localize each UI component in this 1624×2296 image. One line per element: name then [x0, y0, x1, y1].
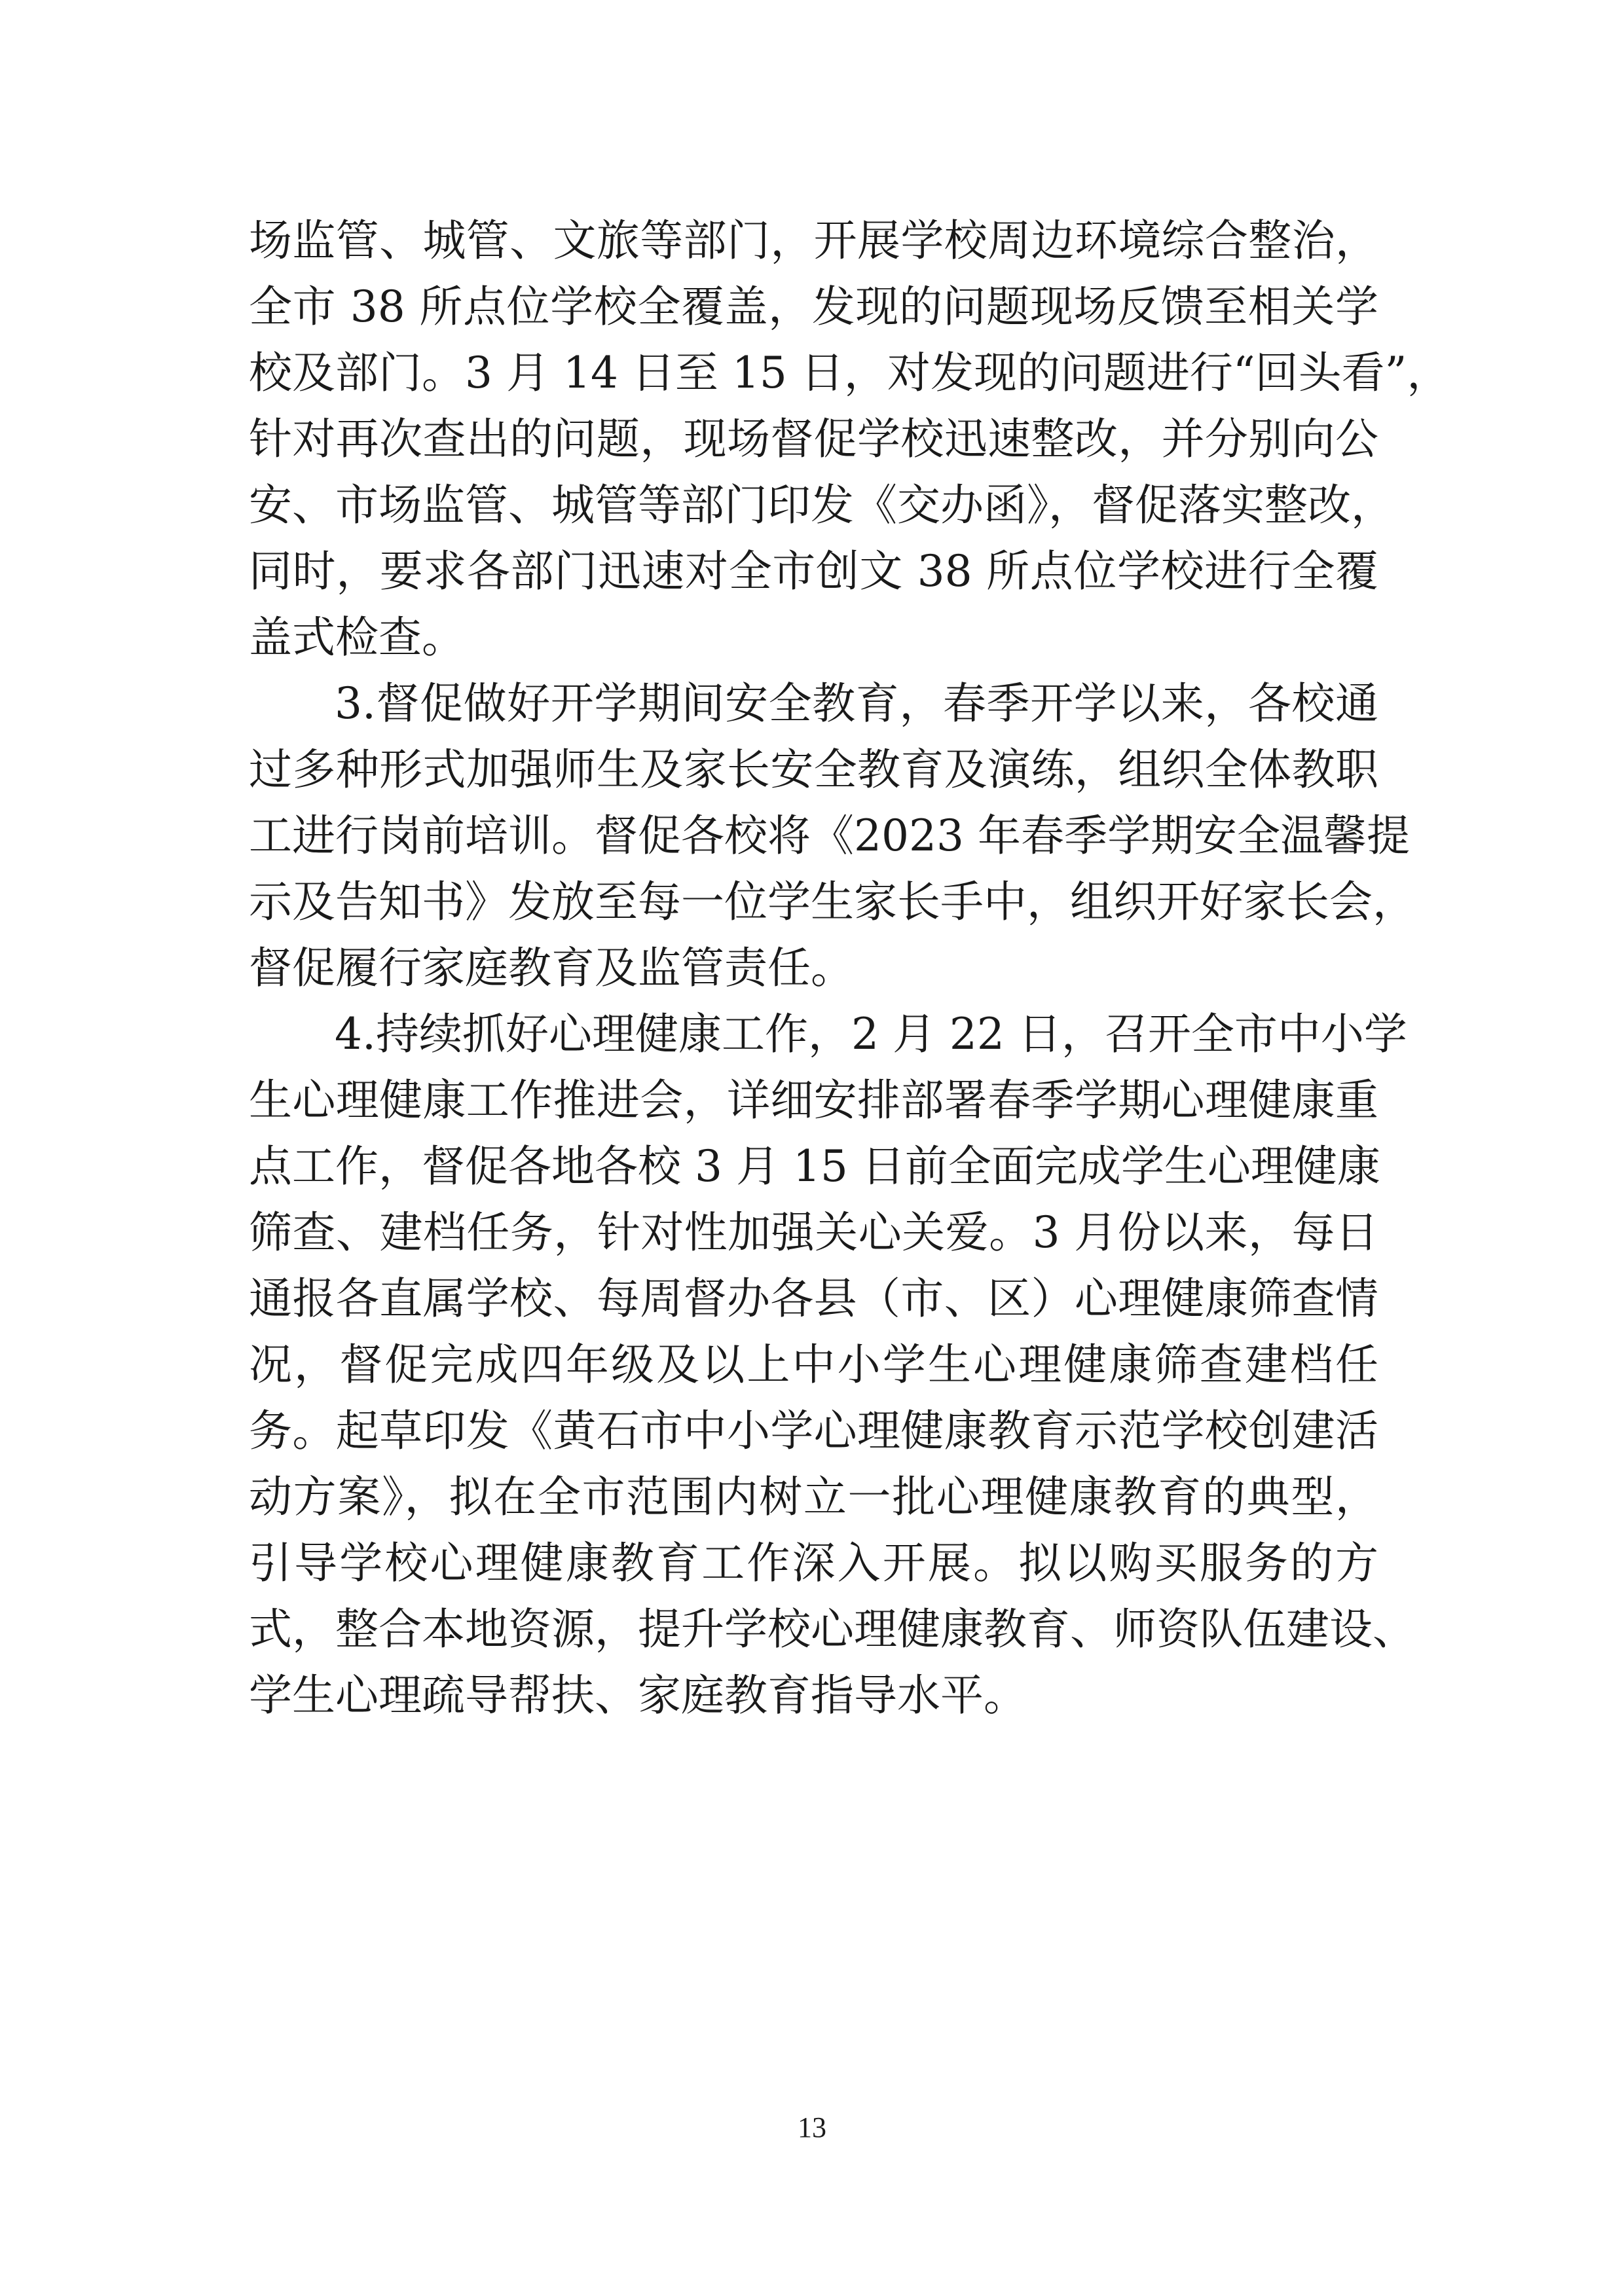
text-line: 引导学校心理健康教育工作深入开展。拟以购买服务的方 — [249, 1538, 1378, 1588]
text-line: 生心理健康工作推进会，详细安排部署春季学期心理健康重 — [249, 1075, 1378, 1125]
text-line: 工进行岗前培训。督促各校将《2023 年春季学期安全温馨提 — [249, 811, 1410, 861]
text-line: 3.督促做好开学期间安全教育，春季开学以来，各校通 — [335, 678, 1378, 729]
text-line: 示及告知书》发放至每一位学生家长手中，组织开好家长会， — [249, 877, 1416, 927]
text-line: 筛查、建档任务，针对性加强关心关爱。3 月份以来，每日 — [249, 1207, 1378, 1258]
page-number: 13 — [798, 2111, 826, 2143]
text-line: 动方案》，拟在全市范围内树立一批心理健康教育的典型， — [249, 1472, 1378, 1522]
text-line: 点工作，督促各地各校 3 月 15 日前全面完成学生心理健康 — [249, 1141, 1380, 1192]
text-line: 学生心理疏导帮扶、家庭教育指导水平。 — [249, 1670, 1027, 1721]
text-line: 督促履行家庭教育及监管责任。 — [249, 943, 854, 993]
text-line: 全市 38 所点位学校全覆盖，发现的问题现场反馈至相关学 — [249, 282, 1378, 332]
text-line: 况，督促完成四年级及以上中小学生心理健康筛查建档任 — [249, 1339, 1378, 1390]
text-line: 通报各直属学校、每周督办各县（市、区）心理健康筛查情 — [249, 1273, 1378, 1324]
text-line: 校及部门。3 月 14 日至 15 日，对发现的问题进行“回头看”， — [249, 348, 1450, 398]
text-line: 场监管、城管、文旅等部门，开展学校周边环境综合整治， — [249, 215, 1378, 266]
text-line: 盖式检查。 — [249, 612, 465, 663]
text-line: 式，整合本地资源，提升学校心理健康教育、师资队伍建设、 — [249, 1604, 1416, 1654]
text-line: 4.持续抓好心理健康工作，2 月 22 日，召开全市中小学 — [335, 1009, 1407, 1059]
text-line: 同时，要求各部门迅速对全市创文 38 所点位学校进行全覆 — [249, 546, 1378, 596]
text-line: 安、市场监管、城管等部门印发《交办函》，督促落实整改， — [249, 480, 1394, 530]
text-line: 务。起草印发《黄石市中小学心理健康教育示范学校创建活 — [249, 1406, 1378, 1456]
text-line: 针对再次查出的问题，现场督促学校迅速整改，并分别向公 — [249, 414, 1378, 464]
text-line: 过多种形式加强师生及家长安全教育及演练，组织全体教职 — [249, 744, 1378, 795]
